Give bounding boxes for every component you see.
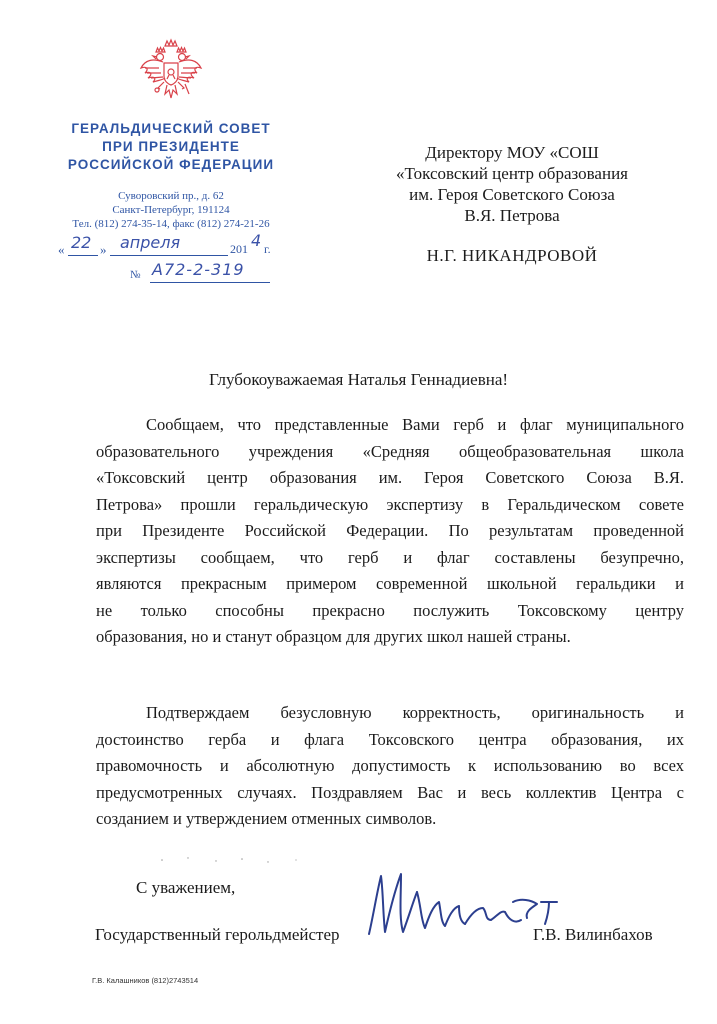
paragraph-line: Сообщаем, что представленные Вами герб и флаг муниципального — [146, 415, 684, 434]
paragraph-line: образования, но и станут образцом для других школ нашей страны. — [96, 627, 571, 646]
signer-title: Государственный герольдмейстер — [95, 925, 340, 944]
address-line-3: Тел. (812) 274-35-14, факс (812) 274-21-26 — [72, 218, 270, 230]
date-day-underline — [68, 255, 98, 256]
addressee-line-2: «Токсовский центр образования — [396, 164, 628, 183]
addressee-name: Н.Г. НИКАНДРОВОЙ — [426, 246, 598, 265]
org-name-line-3: РОССИЙСКОЙ ФЕДЕРАЦИИ — [67, 157, 275, 172]
scan-specks — [150, 850, 350, 870]
paragraph-line: «Токсовский центр образования им. Героя Советского Союза В.Я. — [96, 468, 684, 487]
paragraph-line: созданием и утверждением отменных символов. — [96, 809, 437, 828]
signer-name: Г.В. Вилинбахов — [533, 925, 653, 944]
date-month-underline — [110, 255, 228, 256]
date-month: апреля — [120, 233, 181, 252]
handwritten-signature — [355, 862, 585, 952]
number-label: № — [130, 269, 141, 281]
paragraph-line: являются прекрасным примером современной школьной геральдики и — [96, 574, 684, 593]
organization-address — [40, 189, 302, 231]
number-underline — [150, 282, 270, 283]
addressee-line-1: Директору МОУ «СОШ — [425, 143, 599, 162]
address-line-1: Суворовский пр., д. 62 — [118, 190, 224, 202]
double-headed-eagle-icon — [139, 38, 203, 108]
letter-date — [58, 231, 298, 260]
date-open-quote: « — [58, 242, 65, 257]
closing-regards: С уважением, — [136, 878, 236, 897]
date-day: 22 — [71, 233, 92, 252]
date-year-digit: 4 — [251, 231, 262, 250]
paragraph-line: Петрова» прошли геральдическую экспертизу в Геральдическом совете — [96, 494, 684, 514]
body-paragraph-2 — [96, 700, 684, 833]
org-name-line-2: ПРИ ПРЕЗИДЕНТЕ — [102, 139, 240, 154]
org-name-line-1: ГЕРАЛЬДИЧЕСКИЙ СОВЕТ — [71, 121, 271, 136]
executor-note: Г.В. Калашников (812)2743514 — [92, 976, 199, 985]
date-year-prefix: 201 — [230, 242, 248, 256]
paragraph-line: не только способны прекрасно послужить Токсовскому центру — [96, 600, 684, 620]
paragraph-line: предусмотренных случаях. Поздравляем Вас и весь коллектив Центра с — [96, 782, 684, 802]
organization-name — [40, 120, 302, 174]
addressee-block — [352, 142, 672, 266]
paragraph-line: Подтверждаем безусловную корректность, оригинальность и — [146, 703, 684, 722]
addressee-line-4: В.Я. Петрова — [464, 206, 560, 225]
date-suffix: г. — [264, 242, 271, 256]
paragraph-line: правомочность и абсолютную допустимость к использованию во всех — [96, 756, 684, 775]
letter-number — [130, 262, 280, 286]
body-paragraph-1 — [96, 412, 684, 651]
paragraph-line: достоинство герба и флага Токсовского центра образования, их — [96, 729, 684, 749]
paragraph-line: при Президенте Российской Федерации. По результатам проведенной — [96, 521, 684, 540]
number-value: А72-2-319 — [152, 260, 245, 279]
salutation: Глубокоуважаемая Наталья Геннадиевна! — [208, 370, 509, 389]
addressee-line-3: им. Героя Советского Союза — [409, 185, 615, 204]
paragraph-line: экспертизы сообщаем, что герб и флаг составлены безупречно, — [96, 547, 684, 567]
date-close-quote: » — [100, 242, 107, 257]
paragraph-line: образовательного учреждения «Средняя общеобразовательная школа — [96, 441, 684, 461]
address-line-2: Санкт-Петербург, 191124 — [112, 204, 230, 216]
